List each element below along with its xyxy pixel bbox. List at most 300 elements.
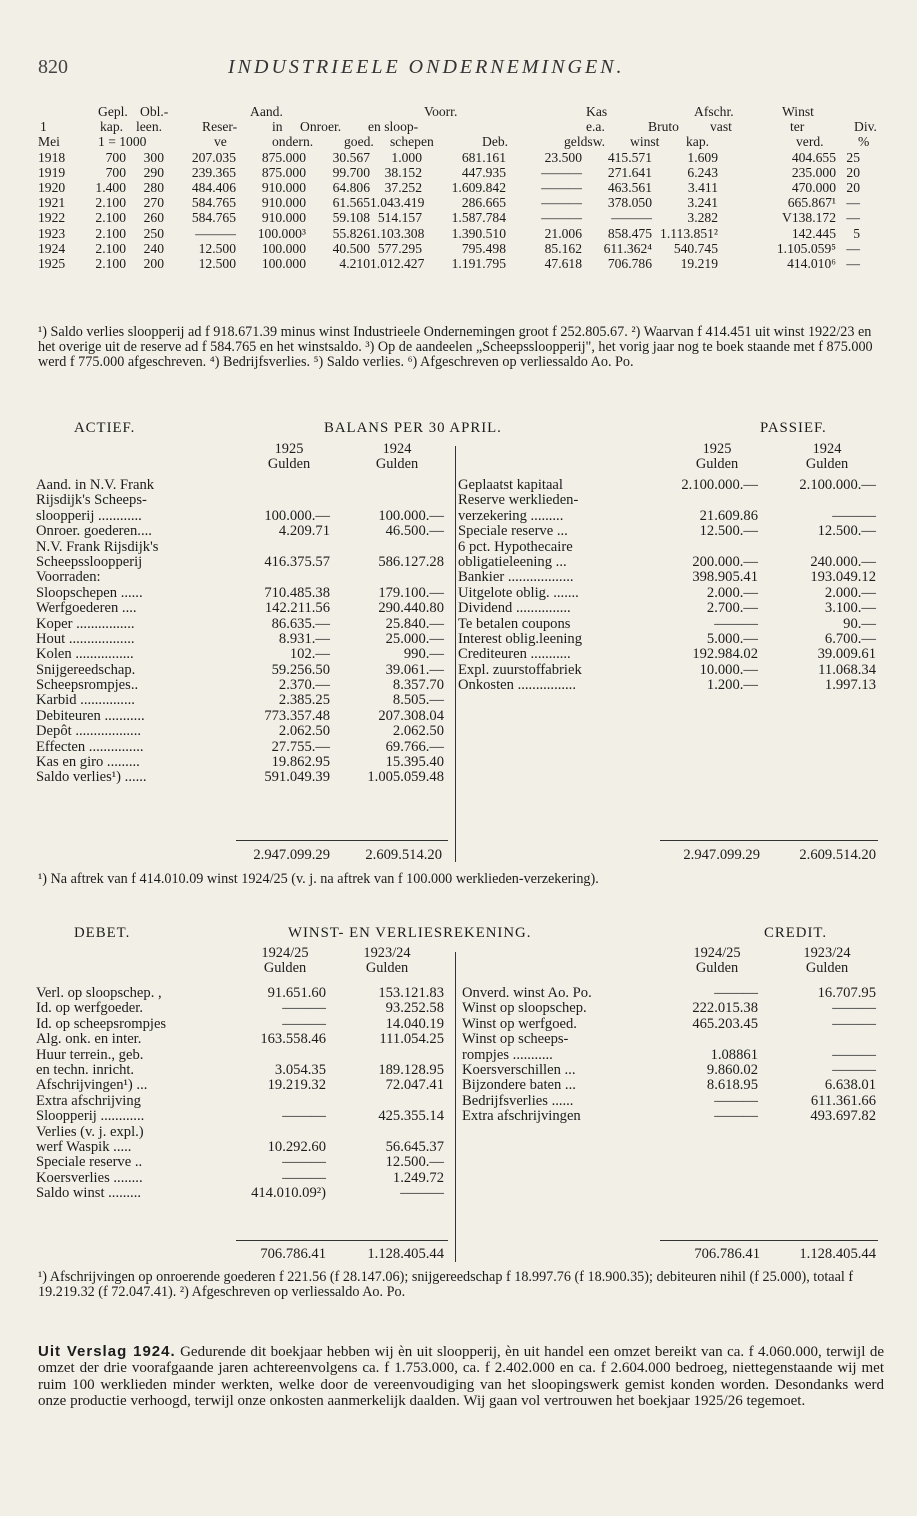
history-cell: 1.587.784 (451, 210, 506, 226)
history-head-row-1 (38, 104, 900, 119)
history-cell: — (846, 210, 860, 226)
pl-total-right-a: 706.786.41 (694, 1246, 760, 1262)
col-unit: Gulden (267, 456, 311, 473)
ledger-row (36, 1048, 448, 1063)
ledger-value-b: 56.645.37 (385, 1138, 444, 1155)
ledger-value-a: 2.700.— (706, 600, 758, 617)
history-head-row-2 (38, 119, 900, 134)
history-cell: 12.500 (198, 240, 236, 256)
history-cell: 681.161 (461, 149, 506, 165)
history-cell: 706.786 (607, 255, 652, 271)
pl-col-b-left (342, 946, 432, 977)
head-text: en sloop- (368, 119, 419, 135)
ledger-value-b: 493.697.82 (810, 1108, 876, 1125)
balance-col-a-right (672, 442, 762, 473)
ledger-value-b: 90.— (843, 615, 876, 632)
ledger-value-b: 240.000.— (810, 553, 876, 570)
head-text: Deb. (482, 134, 509, 150)
head-text: ve (214, 134, 227, 150)
history-cell: 1.609.842 (451, 179, 506, 195)
ledger-label: Extra afschrijvingen (462, 1108, 581, 1125)
ledger-row (36, 478, 448, 493)
balance-heading (38, 420, 884, 438)
ledger-value-b: 39.061.— (385, 661, 444, 678)
credit-list (462, 986, 878, 1125)
history-cell: 1.609 (687, 149, 718, 165)
ledger-value-a: 8.931.— (278, 630, 330, 647)
history-cell: 2.100 (95, 240, 126, 256)
history-cell: 700 (105, 149, 126, 165)
history-cell: 1918 (38, 149, 66, 165)
ledger-row (36, 663, 448, 678)
history-cell: 1.012.427 (370, 255, 425, 271)
ledger-value-a: 163.558.46 (260, 1031, 326, 1048)
col-year: 1924/25 (261, 945, 309, 961)
balance-total-left-1925: 2.947.099.29 (253, 847, 330, 863)
ledger-label: Scheepssloopperij (36, 553, 143, 570)
ledger-value-a: ——— (282, 1108, 326, 1125)
history-cell: 290 (143, 164, 164, 180)
ledger-value-b: 2.100.000.— (799, 477, 876, 493)
ledger-row (36, 678, 448, 693)
ledger-value-b: 25.000.— (385, 630, 444, 647)
pl-total-rule-right (660, 1240, 878, 1241)
ledger-value-a: 1.08861 (710, 1046, 758, 1063)
ledger-row (36, 617, 448, 632)
ledger-value-a: 398.905.41 (692, 569, 758, 586)
pl-right-title: CREDIT. (764, 925, 828, 941)
ledger-value-a: ——— (714, 1092, 758, 1109)
ledger-value-b: 8.357.70 (392, 677, 444, 694)
ledger-value-b: 15.395.40 (385, 754, 444, 771)
history-cell: 300 (143, 149, 164, 165)
pl-title: WINST- EN VERLIESREKENING. (288, 925, 532, 941)
ledger-value-a: 1.200.— (706, 677, 758, 694)
ledger-value-a: ——— (714, 615, 758, 632)
history-cell: 25 (846, 149, 860, 165)
history-cell: 584.765 (191, 210, 236, 226)
head-text: in (272, 119, 283, 135)
ledger-value-a: 10.292.60 (267, 1138, 326, 1155)
ledger-row (458, 632, 878, 647)
history-cell: ——— (541, 179, 582, 195)
head-text: 1 = 1000 (98, 134, 147, 150)
ledger-row (36, 740, 448, 755)
head-text: Kas (586, 104, 608, 119)
history-cell: 1919 (38, 164, 66, 180)
ledger-value-b: 1.997.13 (824, 677, 876, 694)
head-text: Voorr. (424, 104, 458, 119)
history-cell: 415.571 (607, 149, 652, 165)
ledger-row (36, 540, 448, 555)
ledger-value-a: 5.000.— (706, 630, 758, 647)
ledger-label: Rijsdijk's Scheeps- (36, 492, 147, 509)
ledger-value-a: 102.— (289, 646, 330, 663)
balance-divider (455, 446, 456, 862)
history-cell: 270 (143, 195, 164, 211)
history-cell: ——— (541, 195, 582, 211)
ledger-row (462, 1032, 878, 1047)
ledger-value-a: 2.000.— (706, 584, 758, 601)
ledger-row (36, 1017, 448, 1032)
ledger-row (36, 1063, 448, 1078)
head-text: Obl.- (140, 104, 169, 119)
ledger-value-a: 59.256.50 (271, 661, 330, 678)
history-cell: 858.475 (607, 225, 652, 241)
pl-footnote: ¹) Afschrijvingen op onroerende goederen f 221.56 (f 28.147.06); snijgereedschap f 18.997.76 (f 18.900.35); debiteuren nihil (f 25.000), totaal f 19.219.32 (f 72.047.41). ²) Afgeschreven op verliessaldo Ao. Po. (38, 1269, 854, 1301)
ledger-label: Kas en giro ......... (36, 754, 140, 771)
ledger-label: Koersverschillen ... (462, 1061, 576, 1078)
ledger-value-b: 586.127.28 (378, 553, 444, 570)
ledger-row (36, 647, 448, 662)
ledger-label: Huur terrein., geb. (36, 1046, 144, 1063)
history-cell: 2.100 (95, 210, 126, 226)
ledger-label: Onkosten ................ (458, 677, 576, 694)
history-row (38, 256, 900, 271)
head-text: Bruto (648, 119, 679, 135)
ledger-value-a: 591.049.39 (264, 769, 330, 786)
history-row (38, 210, 900, 225)
ledger-label: rompjes ........... (462, 1046, 553, 1063)
ledger-value-a: 3.054.35 (274, 1061, 326, 1078)
ledger-label: werf Waspik ..... (36, 1138, 132, 1155)
ledger-value-a: ——— (282, 1154, 326, 1171)
ledger-label: Scheepsrompjes.. (36, 677, 139, 694)
head-text: goed. (344, 134, 374, 150)
ledger-value-a: 465.203.45 (692, 1015, 758, 1032)
history-cell: 1924 (38, 240, 66, 256)
history-cell: 2.100 (95, 195, 126, 211)
ledger-row (458, 493, 878, 508)
history-row (38, 180, 900, 195)
ledger-value-a: ——— (282, 1015, 326, 1032)
history-cell: 142.445 (791, 225, 836, 241)
history-cell: 271.641 (607, 164, 652, 180)
history-cell: 910.000 (261, 195, 306, 211)
history-cell: ——— (611, 210, 652, 226)
ledger-row (462, 1078, 878, 1093)
history-cell: 100.000 (261, 255, 306, 271)
ledger-value-b: 69.766.— (385, 738, 444, 755)
report-text: Gedurende dit boekjaar hebben wij èn uit sloopperij, èn uit handel een omzet bereikt van ca. f 4.060.000, terwijl de omzet der drie voorafgaande jaren achtereenvolgens ca. f 1.753.000, ca. f 2.402.000 en ca. f 2.604.000 bedroeg, niettegenstaande wij met ruim 100 werklieden minder werkten, welke door de vereenvoudiging van het sloopingswerk gemist konden worden. Desondanks werd onze productie verhoogd, terwijl onze onkosten aanmerkelijk daalden. Wij gaan vol vertrouwen het boekjaar 1925/26 tegemoet. (38, 1344, 884, 1409)
ledger-value-b: 207.308.04 (378, 707, 444, 724)
ledger-value-a: 100.000.— (264, 507, 330, 524)
running-title: INDUSTRIEELE ONDERNEMINGEN. (228, 56, 625, 78)
history-cell: 1.390.510 (451, 225, 506, 241)
pl-col-b-right (782, 946, 872, 977)
ledger-row (36, 632, 448, 647)
ledger-label: sloopperij ............ (36, 507, 142, 524)
ledger-label: Onroer. goederen.... (36, 523, 152, 540)
pl-divider (455, 952, 456, 1262)
history-cell: 1925 (38, 255, 66, 271)
ledger-row (458, 478, 878, 493)
ledger-value-a: 4.209.71 (278, 523, 330, 540)
head-text: Mei (38, 134, 60, 150)
ledger-value-a: 710.485.38 (264, 584, 330, 601)
head-text: schepen (390, 134, 434, 150)
ledger-value-b: 179.100.— (378, 584, 444, 601)
history-cell: 3.411 (687, 179, 718, 195)
ledger-value-a: 8.618.95 (706, 1077, 758, 1094)
ledger-value-b: 153.121.83 (378, 985, 444, 1001)
head-text: kap. (686, 134, 710, 150)
ledger-label: Afschrijvingen¹) ... (36, 1077, 148, 1094)
ledger-row (36, 724, 448, 739)
col-year: 1923/24 (363, 945, 411, 961)
ledger-value-b: 189.128.95 (378, 1061, 444, 1078)
history-cell: 414.010⁶ (787, 255, 836, 271)
history-cell: — (846, 240, 860, 256)
ledger-value-a: 19.219.32 (267, 1077, 326, 1094)
ledger-value-b: 990.— (403, 646, 444, 663)
history-row (38, 165, 900, 180)
history-cell: 795.498 (461, 240, 506, 256)
head-text: kap. (100, 119, 124, 135)
pl-left-title: DEBET. (74, 925, 131, 941)
ledger-row (462, 986, 878, 1001)
ledger-label: Saldo winst ......... (36, 1185, 141, 1202)
history-cell: 540.745 (673, 240, 718, 256)
history-cell: 463.561 (607, 179, 652, 195)
ledger-label: Speciale reserve .. (36, 1154, 143, 1171)
head-text: vast (710, 119, 732, 135)
ledger-value-b: ——— (400, 1185, 444, 1202)
ledger-value-a: 19.862.95 (271, 754, 330, 771)
history-cell: 514.157 (377, 210, 422, 226)
ledger-label: Winst op scheeps- (462, 1031, 569, 1048)
ledger-row (36, 524, 448, 539)
ledger-value-a: 2.100.000.— (681, 477, 758, 493)
history-cell: 700 (105, 164, 126, 180)
ledger-value-a: 2.385.25 (278, 692, 330, 709)
ledger-label: Koper ................ (36, 615, 135, 632)
ledger-row (458, 540, 878, 555)
ledger-row (458, 647, 878, 662)
report-heading: Uit Verslag 1924. (38, 1343, 176, 1360)
col-year: 1924 (382, 441, 412, 457)
ledger-label: Geplaatst kapitaal (458, 477, 563, 493)
history-cell: 665.867¹ (787, 195, 836, 211)
history-footnote: ¹) Saldo verlies sloopperij ad f 918.671.39 minus winst Industrieele Ondernemingen groot f 252.805.67. ²) Waarvan f 414.451 uit winst 1922/23 en het overige uit de reserve ad f 584.765 en het winstsaldo. ³) Op de aandeelen „Scheepssloopperij", het vorig jaar nog te boek staande met f 875.000 werd f 775.000 afgeschreven. ⁴) Bedrijfsverlies. ⁵) Saldo verlies. ⁶) Afgeschreven op verliessaldo Ao. Po. (38, 324, 873, 371)
head-text: ondern. (272, 134, 314, 150)
history-rows (38, 150, 900, 272)
ledger-label: Id. op scheepsrompjes (36, 1015, 167, 1032)
ledger-label: Bijzondere baten ... (462, 1077, 576, 1094)
ledger-value-a: ——— (714, 1108, 758, 1125)
ledger-value-b: 1.005.059.48 (367, 769, 444, 786)
ledger-value-b: 39.009.61 (817, 646, 876, 663)
head-text: Div. (854, 119, 877, 135)
history-cell: 484.406 (191, 179, 236, 195)
ledger-value-b: 11.068.34 (818, 661, 876, 678)
ledger-label: Snijgereedschap. (36, 661, 136, 678)
ledger-value-b: 8.505.— (392, 692, 444, 709)
ledger-value-b: 12.500.— (385, 1154, 444, 1171)
history-cell: 59.108 (332, 210, 370, 226)
ledger-value-a: 414.010.09²) (251, 1185, 326, 1202)
ledger-row (36, 493, 448, 508)
ledger-row (458, 617, 878, 632)
head-text: Winst (782, 104, 814, 119)
col-unit: Gulden (365, 960, 409, 977)
history-cell: 99.700 (332, 164, 370, 180)
col-year: 1925 (702, 441, 732, 457)
ledger-value-a: ——— (282, 1000, 326, 1017)
ledger-value-b: 425.355.14 (378, 1108, 444, 1125)
ledger-label: Te betalen coupons (458, 615, 571, 632)
history-cell: 260 (143, 210, 164, 226)
ledger-row (36, 1109, 448, 1124)
head-text: 1 (40, 119, 47, 135)
ledger-value-a: 192.984.02 (692, 646, 758, 663)
ledger-row (458, 570, 878, 585)
balance-col-a-left (244, 442, 334, 473)
ledger-row (36, 1032, 448, 1047)
history-cell: 1922 (38, 210, 66, 226)
history-cell: 1920 (38, 179, 66, 195)
ledger-value-b: 3.100.— (824, 600, 876, 617)
ledger-label: Expl. zuurstoffabriek (458, 661, 582, 678)
ledger-row (462, 1094, 878, 1109)
balance-col-b-right (782, 442, 872, 473)
history-cell: 6.243 (687, 164, 718, 180)
history-cell: 1.113.851² (660, 225, 718, 241)
ledger-value-b: 193.049.12 (810, 569, 876, 586)
history-cell: 250 (143, 225, 164, 241)
ledger-label: Crediteuren ........... (458, 646, 571, 663)
history-cell: V138.172 (782, 210, 836, 226)
ledger-value-a: 86.635.— (271, 615, 330, 632)
ledger-label: Depôt .................. (36, 723, 141, 740)
history-cell: 12.500 (198, 255, 236, 271)
ledger-value-a: 91.651.60 (267, 985, 326, 1001)
history-cell: 1.103.308 (370, 225, 425, 241)
history-cell: 584.765 (191, 195, 236, 211)
history-cell: 1.000 (391, 149, 422, 165)
balance-title: BALANS PER 30 APRIL. (324, 420, 502, 436)
history-cell: 47.618 (544, 255, 582, 271)
history-cell: 85.162 (544, 240, 582, 256)
head-text: geldsw. (564, 134, 606, 150)
ledger-value-b: 100.000.— (378, 507, 444, 524)
ledger-row (462, 1017, 878, 1032)
total-rule-right (660, 840, 878, 841)
pl-total-rule-left (236, 1240, 448, 1241)
ledger-value-b: 290.440.80 (378, 600, 444, 617)
ledger-value-a: ——— (714, 985, 758, 1001)
ledger-label: obligatieleening ... (458, 553, 567, 570)
balance-left-title: ACTIEF. (74, 420, 136, 436)
ledger-value-a: 21.609.86 (699, 507, 758, 524)
page-header (38, 56, 898, 86)
ledger-value-b: ——— (832, 1046, 876, 1063)
ledger-value-a: 12.500.— (699, 523, 758, 540)
balance-total-right-1924: 2.609.514.20 (799, 847, 876, 863)
debet-list (36, 986, 448, 1201)
ledger-row (458, 509, 878, 524)
ledger-row (36, 1094, 448, 1109)
history-cell: 577.295 (377, 240, 422, 256)
head-text: Reser- (202, 119, 238, 135)
col-unit: Gulden (695, 960, 739, 977)
history-cell: 286.665 (461, 195, 506, 211)
passief-list (458, 478, 878, 693)
ledger-row (458, 524, 878, 539)
ledger-label: Aand. in N.V. Frank (36, 477, 155, 493)
history-cell: 280 (143, 179, 164, 195)
ledger-row (36, 986, 448, 1001)
head-text: leen. (136, 119, 163, 135)
ledger-value-a: 416.375.57 (264, 553, 330, 570)
ledger-row (36, 1186, 448, 1201)
ledger-row (36, 1125, 448, 1140)
history-cell: 100.000³ (257, 225, 306, 241)
total-rule-left (236, 840, 448, 841)
ledger-row (458, 678, 878, 693)
history-cell: 200 (143, 255, 164, 271)
col-unit: Gulden (695, 456, 739, 473)
col-year: 1925 (274, 441, 304, 457)
ledger-label: Verlies (v. j. expl.) (36, 1123, 144, 1140)
ledger-row (462, 1048, 878, 1063)
ledger-row (458, 555, 878, 570)
balance-right-title: PASSIEF. (760, 420, 827, 436)
ledger-value-a: 27.755.— (271, 738, 330, 755)
history-cell: 875.000 (261, 149, 306, 165)
pl-heading (38, 925, 884, 943)
col-year: 1924/25 (693, 945, 741, 961)
head-text: % (858, 134, 870, 150)
ledger-row (36, 1140, 448, 1155)
history-cell: 1.043.419 (370, 195, 425, 211)
ledger-label: Werfgoederen .... (36, 600, 137, 617)
history-row (38, 195, 900, 210)
pl-total-left-b: 1.128.405.44 (367, 1246, 444, 1262)
ledger-label: 6 pct. Hypothecaire (458, 538, 573, 555)
ledger-label: Hout .................. (36, 630, 135, 647)
ledger-label: Bankier .................. (458, 569, 574, 586)
ledger-value-b: 6.700.— (824, 630, 876, 647)
ledger-row (36, 709, 448, 724)
ledger-value-a: ——— (282, 1169, 326, 1186)
history-cell: 378.050 (607, 195, 652, 211)
history-cell: 447.935 (461, 164, 506, 180)
ledger-label: Onverd. winst Ao. Po. (462, 985, 592, 1001)
head-text: verd. (796, 134, 824, 150)
col-unit: Gulden (805, 960, 849, 977)
head-text: Gepl. (98, 104, 128, 119)
history-cell: 239.365 (191, 164, 236, 180)
ledger-row (462, 1001, 878, 1016)
ledger-label: Alg. onk. en inter. (36, 1031, 142, 1048)
ledger-value-b: 16.707.95 (817, 985, 876, 1001)
ledger-value-b: 111.054.25 (379, 1031, 444, 1048)
history-cell: — (846, 255, 860, 271)
ledger-value-b: 611.361.66 (810, 1092, 876, 1109)
col-unit: Gulden (805, 456, 849, 473)
history-cell: 240 (143, 240, 164, 256)
ledger-row (458, 586, 878, 601)
ledger-row (36, 555, 448, 570)
history-cell: 37.252 (384, 179, 422, 195)
ledger-row (36, 1171, 448, 1186)
history-cell: 611.362⁴ (603, 240, 652, 256)
ledger-row (36, 1001, 448, 1016)
history-cell: 404.655 (791, 149, 836, 165)
ledger-label: N.V. Frank Rijsdijk's (36, 538, 159, 555)
ledger-value-b: 14.040.19 (385, 1015, 444, 1032)
